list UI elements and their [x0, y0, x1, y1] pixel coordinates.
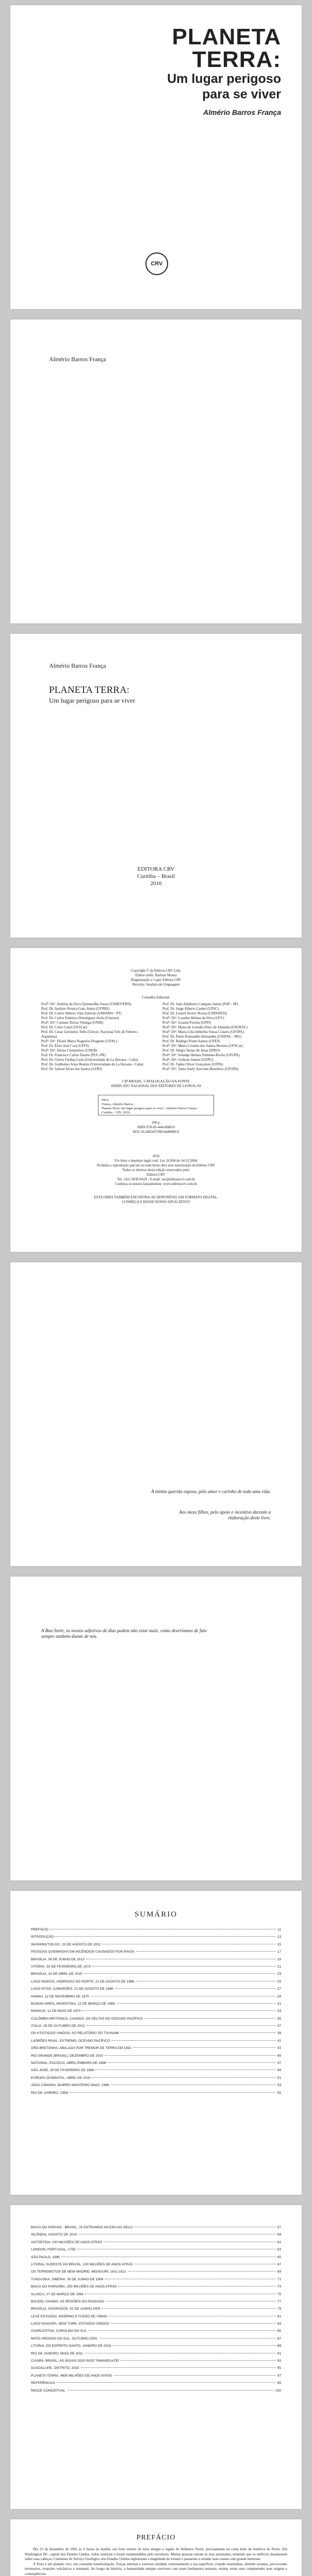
catalog-author: França, Almério Barros.: [102, 1103, 134, 1106]
toc-entry-label: NATIONAL, ESCÓCIA, ABRIL EMBORA DE 1898: [31, 2061, 106, 2065]
toc-entry[interactable]: [31, 2017, 281, 2024]
toc-leader-dots: [128, 2271, 276, 2272]
toc-entry-page: 83: [277, 2322, 281, 2326]
toc-entry[interactable]: [31, 2083, 281, 2091]
toc-entry[interactable]: [31, 2248, 281, 2255]
toc-entry-label: CUIABÁ, BRASIL, AS ÁGUAS DOS RIOS TAMANDUATEÍ: [31, 2359, 119, 2363]
toc-entry[interactable]: [31, 2076, 281, 2083]
council-member: Profª. Drª. Elione Maria Nogueira Diogenes (UFAL): [41, 1039, 118, 1043]
toc-leader-dots: [57, 2382, 276, 2383]
isbn-block: [10, 1121, 302, 1134]
toc-entry[interactable]: [31, 1928, 281, 1935]
toc-entry-label: HAWAII, 12 DE NOVEMBRO DE 1975: [31, 1994, 89, 1998]
toc-leader-dots: [88, 2330, 275, 2331]
toc-entry-page: 17: [277, 1950, 281, 1954]
toc-entry[interactable]: [31, 1958, 281, 1965]
toc-entry-label: BONOS AIRES, ARGENTINA, 12 DE MARÇO DE 1969: [31, 2002, 115, 2006]
toc-leader-dots: [55, 1936, 275, 1937]
toc-entry-label: ANTÁRTIDA, 100 MILHÕES DE ANOS ATRÁS: [31, 2240, 102, 2244]
council-member: Profª. Drª. Josania Portela (UFPI): [162, 1021, 211, 1025]
toc-entry-page: 37: [277, 2024, 281, 2028]
toc-leader-dots: [114, 1988, 275, 1989]
epigraph-page: [10, 1577, 302, 1880]
council-member: Profª. Drª. Maria de Lourdes Pinto de Almeida (UNOESC): [162, 1025, 248, 1029]
council-member: Profª. Drª. Andréia da Silva Quintanilha Sousa (UNIR/UFRN): [41, 1002, 132, 1006]
toc-entry-label: BRASÍLIA, 08 DE JUNHO DE 2013: [31, 1957, 85, 1961]
toc-leader-dots: [121, 2032, 276, 2033]
toc-list-1: [31, 1928, 281, 2098]
toc-entry-page: 25: [277, 1979, 281, 1984]
toc-entry[interactable]: [31, 2329, 281, 2336]
toc-entry-label: PLANETA TERRA, 4600 MILHÕES DE ANOS ATRÁS: [31, 2374, 112, 2378]
catalog-card: [98, 1095, 214, 1115]
council-member: Prof. Dr. Paulo Romualdo Hernandes (UNIFAL - MG): [162, 1035, 242, 1039]
toc-entry-label: OS 4 ESTADOS UNIDOS, AO RELATÓRIO DO TSUNAMI: [31, 2031, 119, 2036]
digital-line-1: ESTA OBRA TAMBÉM ENCONTRA-SE DISPONÍVEL EM FORMATO DIGITAL.: [94, 1195, 218, 1199]
year-line: 2016: [152, 1154, 160, 1158]
toc-entry[interactable]: [31, 2031, 281, 2039]
toc-entry-label: ALASCA, 27 DE MARÇO DE 1964: [31, 2292, 84, 2296]
toc-entry-page: 99: [277, 2381, 281, 2385]
cover-title-line1: PLANETA: [172, 24, 281, 49]
toc-entry[interactable]: [31, 2337, 281, 2344]
dedication-page: [10, 1262, 302, 1566]
council-title: Conselho Editorial:: [142, 995, 170, 999]
toc-entry-label: LONDON, PORTUGAL, 1755: [31, 2248, 76, 2252]
cip-title: CIP-BRASIL. CATALOGAÇÃO-NA-FONTE: [122, 1079, 190, 1083]
toc-entry-page: 11: [277, 1928, 281, 1931]
title-page: [10, 634, 302, 938]
toc-entry-page: 41: [277, 2039, 281, 2043]
toc-entry-page: 97: [277, 2374, 281, 2378]
copyright-page: [10, 948, 302, 1252]
toc-entry-label: BRASÍLIA, DOURADOS, 31 DE JUNHO 2005: [31, 2307, 101, 2311]
toc-leader-dots: [113, 2345, 276, 2346]
toc-leader-dots: [86, 2025, 275, 2026]
toc-entry-label: CHARLESTON, CAROLINA DO SUL: [31, 2329, 87, 2333]
toc-entry[interactable]: [31, 2002, 281, 2009]
title-page-title: PLANETA TERRA:: [49, 685, 129, 696]
council-member: Prof. Dr. Élsio José Corá (UFFS): [41, 1044, 89, 1048]
council-member: Profª. Drª. Sydione Santos (UEPG): [162, 1058, 214, 1062]
council-member: Profª. Drª. Solange Helena Ximenes-Rocha (UFOPA): [162, 1053, 240, 1057]
toc-entry-page: 39: [277, 2031, 281, 2036]
toc-entry-label: JOÃO CÂMARA, BAIRRO MONTEIRO MAIO, 1986: [31, 2083, 109, 2088]
toc-entry-page: 89: [277, 2344, 281, 2348]
council-member: Prof. Dr. Carlos Alberto Vilar Estêvão (UMINHO - PT): [41, 1011, 122, 1015]
toc-entry-page: 21: [277, 1964, 281, 1969]
toc-entry-label: LEVE ESTADÃO, INVERNO E FUSÃO DE VINHO: [31, 2314, 107, 2318]
toc-leader-dots: [133, 2047, 276, 2048]
toc-entry[interactable]: [31, 2389, 281, 2396]
toc-entry-page: 53: [277, 2083, 281, 2088]
layout-line: Diagramação e Capa: Editora CRV: [130, 978, 182, 982]
rights-line-2: Proibida a reprodução parcial ou total desta obra sem autorização da Editora CRV: [96, 1163, 216, 1167]
toc-entry-label: SÃO JOSÉ, 28 DE FEVEREIRO DE 1865: [31, 2069, 94, 2073]
review-line: Revisão: Analista de Linguagem: [132, 982, 180, 987]
cip-header: [10, 1079, 302, 1089]
council-member: Prof. Dr. Jorge Alberto Cadete (UFSC): [162, 1007, 219, 1011]
toc-entry-page: 15: [277, 1942, 281, 1946]
toc-entry-page: 27: [277, 1987, 281, 1991]
toc-entry-label: LAGO NIOKOS, ANDROGUI DO NORTE, 21 DE AGOSTO DE 1986: [31, 1979, 135, 1984]
toc-entry[interactable]: [31, 2046, 281, 2054]
toc-entry-label: ITÁLIA, 29 DE OUTUBRO DE 2012: [31, 2024, 85, 2028]
council-member: Profª. Drª. Elizeu Clementino (UNEB): [41, 1048, 97, 1053]
toc-leader-dots: [105, 2055, 276, 2056]
toc-entry-label: LADRÕES RIVAL, EXTREMO, OCEANO PACÍFICO: [31, 2039, 110, 2043]
toc-entry-page: 69: [277, 2270, 281, 2274]
toc-entry-label: TUNGUSKA, SIBÉRIA, 30 DE JUNHO DE 1908: [31, 2277, 104, 2281]
toc-leader-dots: [110, 2323, 275, 2324]
paragraph: A Terra é um planeta vivo, em constante transformação. Forças internas e externas moldam continuamente a sua superfície, criando montanhas, abrindo oceanos, provocando terremotos, erupções vulcânicas e tsunamis. Ao longo da história, a humanidade sempre conviveu com esses fenômenos naturais, muitas vezes sem compreender suas origens e consequências.: [25, 2562, 287, 2576]
toc-entry[interactable]: [31, 2039, 281, 2046]
toc-entry[interactable]: [31, 2069, 281, 2076]
toc-leader-dots: [144, 2018, 276, 2019]
toc-entry[interactable]: [31, 2359, 281, 2366]
toc-entry[interactable]: [31, 2300, 281, 2307]
epigraph-text: A Boa Sorte, os nossos adjetivos de dias podem não estar mais, como deveríamos de fato sempre também diante de nós.: [41, 1628, 207, 1639]
toc-entry-page: 55: [277, 2091, 281, 2095]
council-member: Prof. Dr. Rodrigo Pratte-Santos (UFES): [162, 1039, 220, 1043]
council-member: Profª. Drª. Lourdes Helena da Silva (UFV): [162, 1016, 224, 1020]
toc-leader-dots: [92, 2077, 276, 2078]
toc-entry[interactable]: [31, 2366, 281, 2374]
toc-entry[interactable]: [31, 2374, 281, 2381]
council-member: Prof. Dr. Gloria Fariñas León (Universidade de La Havana - Cuba): [41, 1058, 138, 1062]
council-member: Prof. Dr. Sérgio Nunes de Jesus (IFRO): [162, 1048, 220, 1053]
toc-entry[interactable]: [31, 2061, 281, 2069]
council-member: Profª. Drª. Maria Lília Imbiriba Sousa Colares (UFOPA): [162, 1030, 244, 1034]
toc-entry-label: REFERÊNCIAS: [31, 2381, 55, 2385]
toc-entry-page: 77: [277, 2299, 281, 2303]
catalog-pages: 100 p.: [151, 1121, 161, 1125]
toc-entry-page: 75: [277, 2292, 281, 2296]
toc-entry-page: 61: [277, 2240, 281, 2244]
cover-title-block: [162, 26, 281, 116]
rights-line-5: Tel.: (41) 3039-6418 - E-mail: sac@editoracrv.com.br: [117, 1177, 195, 1181]
toc-entry[interactable]: [31, 1935, 281, 1942]
publication-year: 2016: [150, 880, 162, 887]
toc-entry-page: 19: [277, 1957, 281, 1961]
editor-line: Editor-chefe: Railson Moura: [135, 973, 177, 977]
toc-leader-dots: [67, 2390, 274, 2391]
toc-entry[interactable]: [31, 2285, 281, 2292]
toc-entry-page: 81: [277, 2314, 281, 2318]
toc-leader-dots: [113, 2375, 275, 2376]
toc-entry-label: ÍNDICE CONCEITUAL: [31, 2388, 65, 2393]
council-member: Prof. Dr. Francisco Carlos Duarte (PUC-PR): [41, 1053, 106, 1057]
cover-page: [10, 5, 302, 309]
toc-entry-page: 35: [277, 2016, 281, 2021]
toc-leader-dots: [117, 2003, 276, 2004]
dedication-text-1: À minha querida esposa, pelo amor e carinho de toda uma vida.: [151, 1489, 271, 1494]
toc-leader-dots: [110, 2084, 275, 2085]
council-right-column: [162, 1002, 271, 1072]
toc-entry[interactable]: [31, 2226, 281, 2233]
toc-entry[interactable]: [31, 2307, 281, 2314]
toc-entry-page: 73: [277, 2285, 281, 2289]
isbn: ISBN 978-85-444-0000-0: [137, 1125, 175, 1129]
council-member: Prof. Dr. Celso Conti (UFSCar): [41, 1025, 87, 1029]
council-member: Prof. Dr. Carlos Federico Dominguez Avila (Unieuro): [41, 1016, 119, 1020]
toc-entry-label: BACIA DO PARANÁ - BRASIL, JÁ ENTRAMOS NA ERA DO GELO: [31, 2226, 133, 2229]
publisher-logo-icon: [145, 252, 168, 275]
toc-leader-dots: [136, 1951, 275, 1952]
toc-entry-page: 63: [277, 2248, 281, 2252]
toc-entry[interactable]: [31, 1965, 281, 1972]
publisher-name: EDITORA CRV: [137, 866, 175, 872]
toc-leader-dots: [92, 1966, 276, 1967]
rights-line-6[interactable]: Conheça os nossos lançamentos: www.editoracrv.com.br: [114, 1182, 198, 1186]
toc-entry-page: 71: [277, 2277, 281, 2281]
toc-entry[interactable]: [31, 2270, 281, 2277]
title-page-publisher-block: [10, 866, 302, 887]
rights-block: [10, 1154, 302, 1187]
toc-entry-label: SÃO PAULO, 1986: [31, 2255, 60, 2259]
digital-notice: [10, 1195, 302, 1205]
toc-entry[interactable]: [31, 2278, 281, 2285]
council-columns: [41, 1002, 271, 1072]
title-page-author: Almério Barros França: [49, 662, 106, 669]
toc-entry-page: 43: [277, 2046, 281, 2050]
council-member: Prof. Dr. Jailson Alves dos Santos (UFRJ): [41, 1067, 102, 1071]
dedication-text-2: Aos meus filhos, pelo apoio e incentivo durante a elaboração deste livro.: [179, 1510, 271, 1520]
toc-leader-dots: [102, 2308, 275, 2309]
council-member: Prof. Dr. Guillermo Arias Beatón (Universidade de La Havana - Cuba): [41, 1062, 143, 1066]
toc-entry-label: ISLÂNDIA, AGOSTO DE 2014: [31, 2233, 77, 2237]
toc-entry-label: LITORAL SUDESTE DO BRASIL, 100 MILHÕES DE ANOS ATRÁS: [31, 2262, 133, 2266]
toc-entry-label: LAGO NIAGARA, NEW YORK, ESTADOS UNIDOS: [31, 2322, 109, 2326]
toc-entry-label: EUROPA OCIDENTAL, ABRIL DE 2010: [31, 2076, 91, 2080]
toc-entry-page: 67: [277, 2262, 281, 2266]
toc-entry-page: 13: [277, 1935, 281, 1939]
toc-entry-page: 49: [277, 2069, 281, 2073]
toc-entry[interactable]: [31, 2256, 281, 2263]
toc-leader-dots: [121, 2360, 276, 2361]
toc-entry-label: BACIA DO PARNAÍBA, 250 MILHÕES DE ANOS ATRÁS: [31, 2285, 117, 2289]
toc-entry-label: OS TERREMOTOS DE NEW MADRID, MISSOURI, 1811-1812: [31, 2270, 126, 2274]
toc-entry[interactable]: [31, 1943, 281, 1950]
toc-entry[interactable]: [31, 2381, 281, 2388]
toc-entry-label: BAUDEL CHAIBÁ, AS REGIÕES DO PASSADO: [31, 2299, 104, 2303]
toc-entry-page: 59: [277, 2233, 281, 2237]
toc-entry-label: LITORAL DO ESPÍRITO SANTO, JANEIRO DE 2016: [31, 2344, 111, 2348]
council-left-column: [41, 1002, 150, 1072]
preface-heading: PREFÁCIO: [136, 2534, 176, 2541]
toc-entry-label: RIO DE JANEIRO, 1959: [31, 2091, 68, 2095]
toc-entry-page: 85: [277, 2329, 281, 2333]
toc-entry-page: 65: [277, 2255, 281, 2259]
toc-leader-dots: [80, 2367, 275, 2368]
toc-entry[interactable]: [31, 1972, 281, 1979]
toc-entry[interactable]: [31, 2024, 281, 2031]
toc-entry-page: 23: [277, 1972, 281, 1976]
toc-entry-page: 51: [277, 2076, 281, 2080]
catalog-code: F814: [102, 1098, 109, 1102]
toc-entry[interactable]: [31, 2352, 281, 2359]
cover-subtitle: Um lugar perigoso para se viver: [167, 72, 281, 101]
toc-entry[interactable]: [31, 2344, 281, 2351]
council-member: Profª. Drª. Carmen Tereza Velanga (UNIR): [41, 1021, 104, 1025]
rights-line-1: Foi feito o depósito legal conf. Lei 10.994 de 14/12/2004: [114, 1159, 198, 1163]
council-member: Profª. Drª. Maria Cristina dos Santos Bezerra (UFSCar): [162, 1044, 243, 1048]
toc-entry-page: 100: [275, 2388, 281, 2393]
toc-list-2: [31, 2226, 281, 2396]
toc-entry-label: VITÓRIA, 30 DE FEVEREIRO DE 1973: [31, 1964, 91, 1969]
toc-entry-page: 57: [277, 2226, 281, 2229]
toc-entry[interactable]: [31, 1980, 281, 1987]
toc-leader-dots: [84, 1973, 275, 1974]
toc-entry[interactable]: [31, 1987, 281, 1994]
toc-entry-page: 79: [277, 2307, 281, 2311]
cover-title-line2: TERRA:: [192, 47, 281, 72]
preface-body: [10, 2542, 302, 2576]
toc-entry-page: 29: [277, 1994, 281, 1998]
copyright-header: [10, 969, 302, 987]
council-member: Prof. Dr. João Adalberto Campato Junior (FAP - SP): [162, 1002, 238, 1006]
toc-entry-page: 87: [277, 2336, 281, 2341]
toc-heading: SUMÁRIO: [134, 1910, 178, 1919]
toc-entry[interactable]: [31, 2315, 281, 2322]
toc-entry-page: 47: [277, 2061, 281, 2065]
toc-entry[interactable]: [31, 2091, 281, 2098]
toc-leader-dots: [69, 2092, 275, 2093]
toc-entry-label: RIO DE JANEIRO, MAIO DE 2011: [31, 2351, 83, 2355]
toc-entry-label: MANAUS, 12 DE MAIO DE 1970: [31, 2009, 81, 2013]
toc-entry-label: WASHINGTON DC, 23 DE AGOSTO DE 2011: [31, 1942, 101, 1946]
toc-entry-label: RIO GRANDE (BRASIL), DEZEMBRO DE 2010: [31, 2054, 103, 2058]
cip-subtitle: SINDICATO NACIONAL DOS EDITORES DE LIVROS, RJ: [110, 1084, 202, 1088]
toc-entry-label: BRASÍLIA, 10 DE ABRIL DE 2015: [31, 1972, 83, 1976]
copyright-line: Copyright © da Editora CRV Ltda.: [130, 969, 182, 973]
title-page-subtitle: Um lugar perigoso para se viver: [49, 697, 136, 704]
toc-entry-page: 33: [277, 2009, 281, 2013]
toc-leader-dots: [107, 2062, 275, 2063]
toc-entry-label: GRÂ-BRETANHA, ABALADA POR TREMOR DE TERRA EM 1931: [31, 2046, 132, 2050]
rights-line-4: Editora CRV: [146, 1173, 166, 1177]
toc-page-1: [10, 1891, 302, 2195]
catalog-title: Planeta Terra: um lugar perigoso para se viver / Almério Barros França –: [102, 1107, 200, 1110]
paragraph: Dia 23 de dezembro de 1941 às 6 horas da manhã, um forte tremor de terra atingiu a região do Atlântico Norte, precisamente na costa leste da América do Norte. Em Washington DC, capital dos Estados Unidos, todos sentiram e foram surpreendidos pelo terremoto. Muitas pessoas saíram às ruas assustadas, temendo que os edifícios desabassem sobre suas cabeças. Cientistas do Serviço Geológico dos Estados Unidos registraram a magnitude do evento e passaram a estudar suas causas com grande interesse.: [25, 2547, 287, 2561]
council-member: Prof. Dr. Antônio Pereira Gaio Júnior (UFRRJ): [41, 1007, 110, 1011]
toc-entry-label: INTRODUÇÃO: [31, 1935, 54, 1939]
toc-entry[interactable]: [31, 2054, 281, 2061]
toc-leader-dots: [111, 2040, 276, 2041]
toc-entry-page: 91: [277, 2351, 281, 2355]
toc-entry[interactable]: [31, 2009, 281, 2016]
toc-entry-page: 31: [277, 2002, 281, 2006]
toc-entry-page: 45: [277, 2054, 281, 2058]
toc-entry-label: LAGO NYOS, CAMARÕES, 21 DE AGOSTO DE 1986: [31, 1987, 113, 1991]
toc-leader-dots: [82, 2010, 275, 2011]
council-member: Prof. Dr. Leonel Severo Rocha (UNISINOS): [162, 1011, 227, 1015]
rights-line-3: Todos os direitos desta edição reservados pela:: [122, 1168, 190, 1172]
digital-line-2: CONHEÇA E BAIXE NOSSO APLICATIVO!: [122, 1200, 190, 1204]
toc-entry-label: PESSOAS QUEIMADAS EM INCÊNDIOS CAUSADOS POR RAIOS: [31, 1950, 135, 1954]
publisher-city: Curitiba – Brasil: [137, 873, 175, 879]
toc-entry[interactable]: [31, 2322, 281, 2329]
toc-entry[interactable]: [31, 2263, 281, 2270]
doi: DOI 10.24824/978854440000.0: [133, 1130, 179, 1134]
council-member: Prof. Dr. Cesar Gerónimo Tello (Univer. Nacional Três de Febrero - Argentina): [41, 1030, 139, 1039]
toc-entry-label: GUADALUPE, DISTRITO, 2010: [31, 2366, 79, 2370]
toc-entry[interactable]: [31, 2293, 281, 2300]
half-title-page: [10, 319, 302, 623]
catalog-imprint: Curitiba : CRV, 2016.: [102, 1111, 131, 1114]
toc-entry-page: 93: [277, 2359, 281, 2363]
publisher-logo-text: CRV: [151, 261, 163, 267]
toc-entry[interactable]: [31, 2233, 281, 2240]
preface-page: [10, 2519, 302, 2576]
toc-entry-label: COLÔMBIA BRITÂNICA, CANADÁ, OS DELTAS DO OCEANO PACÍFICO: [31, 2016, 143, 2021]
council-member: Profª. Drª. Tania Suely Azevedo Brasileiro (UFOPA): [162, 1067, 239, 1071]
toc-entry-page: 95: [277, 2366, 281, 2370]
toc-entry-label: MATO GROSSO DO SUL, OUTUBRO 2001: [31, 2336, 97, 2341]
toc-entry[interactable]: [31, 2241, 281, 2248]
council-member: Prof. Dr. Tadeu Oliver Gonçalves (UFPA): [162, 1062, 223, 1066]
toc-entry-label: PREFÁCIO: [31, 1928, 48, 1931]
toc-page-2: [10, 2205, 302, 2509]
cover-author: Almério Barros França: [203, 108, 281, 116]
toc-entry[interactable]: [31, 1995, 281, 2002]
half-title-author: Almério Barros França: [49, 355, 106, 363]
toc-entry[interactable]: [31, 1950, 281, 1957]
